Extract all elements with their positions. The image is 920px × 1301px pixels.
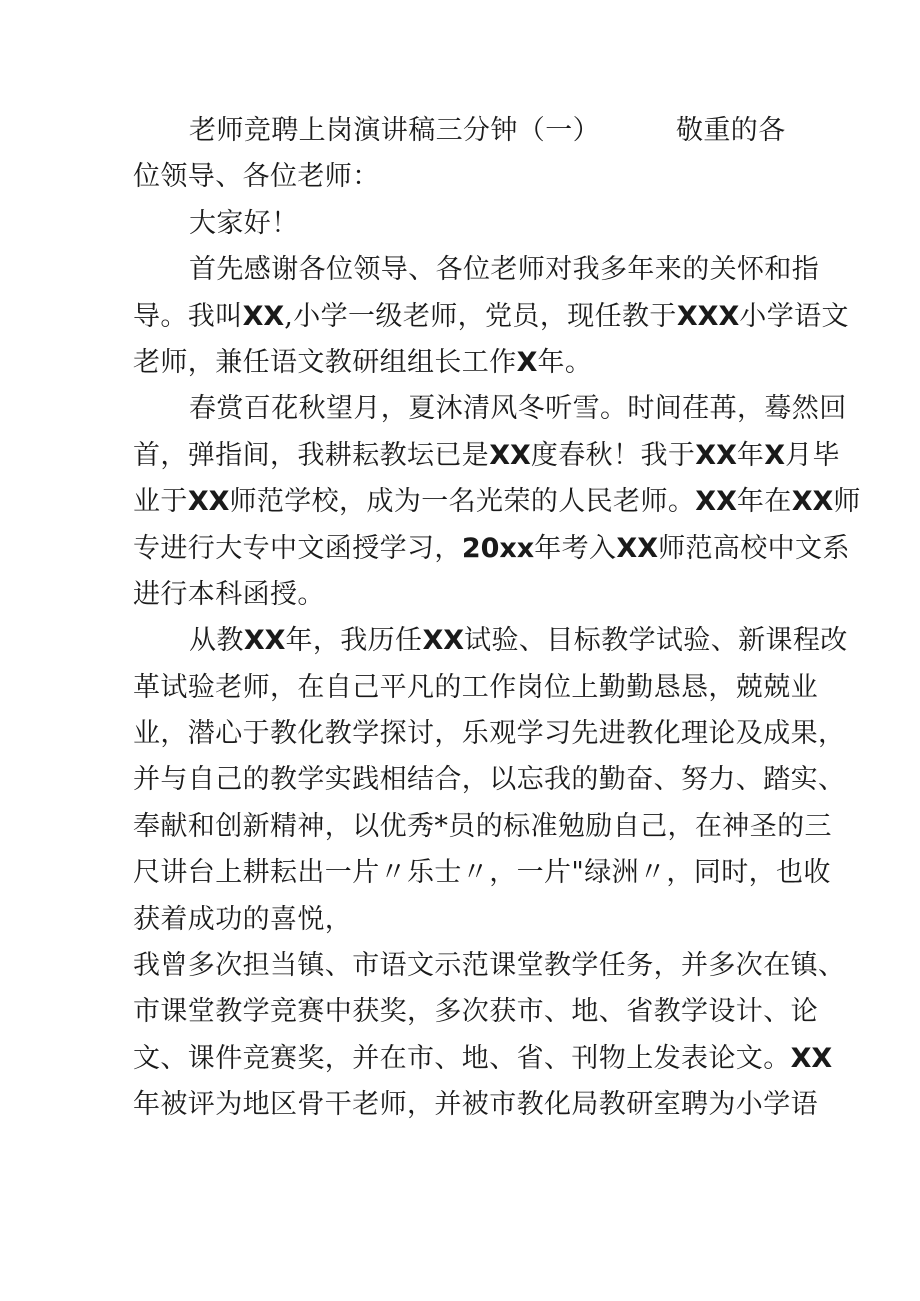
text-line: 进行本科函授。 bbox=[133, 578, 325, 610]
text-line: 革试验老师，在自己平凡的工作岗位上勤勤恳恳，兢兢业 bbox=[133, 671, 818, 703]
placeholder: 20xx bbox=[461, 532, 535, 564]
text-line: 奉献和创新精神，以优秀*员的标准勉励自己，在神圣的三 bbox=[133, 810, 832, 842]
placeholder: XX bbox=[695, 439, 737, 471]
placeholder-name: XX bbox=[242, 300, 285, 332]
placeholder: XX bbox=[616, 532, 659, 564]
text-line: 获着成功的喜悦， bbox=[133, 903, 353, 935]
text-line: 业，潜心于教化教学探讨，乐观学习先进教化理论及成果， bbox=[133, 718, 846, 750]
title: 老师竞聘上岗演讲稿三分钟（一） bbox=[189, 115, 600, 146]
text-line: 老师，兼任语文教研组组长工作X年。 bbox=[133, 346, 593, 378]
greeting-end: 位领导、各位老师： bbox=[133, 161, 380, 193]
text-line: 春赏百花秋望月，夏沐清风冬听雪。时间荏苒，蓦然回 bbox=[189, 393, 847, 425]
text-line: 我曾多次担当镇、市语文示范课堂教学任务，并多次在镇、 bbox=[133, 950, 846, 982]
text-line: 并与自己的教学实践相结合，以忘我的勤奋、努力、踏实、 bbox=[133, 764, 846, 796]
intro-paragraph bbox=[133, 247, 849, 386]
placeholder: XX bbox=[791, 486, 834, 518]
placeholder: XX bbox=[489, 439, 531, 471]
text-line: 从教XX年，我历任XX试验、目标教学试验、新课程改 bbox=[189, 625, 848, 657]
placeholder: XX bbox=[243, 625, 286, 657]
placeholder-school: XXX bbox=[676, 300, 740, 332]
placeholder: XX bbox=[422, 625, 465, 657]
text-line: 文、课件竞赛奖，并在市、地、省、刊物上发表论文。XX bbox=[133, 1042, 833, 1074]
greeting-start: 敬重的各 bbox=[676, 115, 786, 146]
text-line: 导。我叫XX,小学一级老师，党员，现任教于XXX小学语文 bbox=[133, 300, 849, 332]
placeholder: XX bbox=[695, 486, 737, 518]
text-line: 尺讲台上耕耘出一片〃乐士〃，一片"绿洲〃，同时，也收 bbox=[133, 857, 831, 889]
placeholder: X bbox=[764, 439, 786, 471]
speech-text bbox=[133, 108, 861, 1129]
career-paragraph bbox=[133, 386, 861, 618]
hello-paragraph bbox=[133, 201, 803, 247]
text-line: 业于XX师范学校，成为一名光荣的人民老师。XX年在XX师 bbox=[133, 486, 861, 518]
awards-paragraph bbox=[133, 943, 846, 1129]
text-line: 首，弹指间，我耕耘教坛已是XX度春秋！我于XX年X月毕 bbox=[133, 439, 840, 471]
text-line: 专进行大专中文函授学习，20xx年考入XX师范高校中文系 bbox=[133, 532, 850, 564]
teaching-paragraph bbox=[133, 618, 848, 943]
placeholder: XX bbox=[790, 1042, 833, 1074]
placeholder-years: X bbox=[516, 346, 538, 378]
title-line bbox=[133, 108, 803, 154]
placeholder: XX bbox=[187, 486, 230, 518]
hello-line: 大家好！ bbox=[189, 207, 299, 239]
text-line: 首先感谢各位领导、各位老师对我多年来的关怀和指 bbox=[189, 254, 820, 286]
text-line: 市课堂教学竞赛中获奖，多次获市、地、省教学设计、论 bbox=[133, 996, 818, 1028]
text-line: 年被评为地区骨干老师，并被市教化局教研室聘为小学语 bbox=[133, 1089, 818, 1121]
greeting-line bbox=[133, 154, 803, 200]
title-paragraph bbox=[133, 108, 803, 201]
